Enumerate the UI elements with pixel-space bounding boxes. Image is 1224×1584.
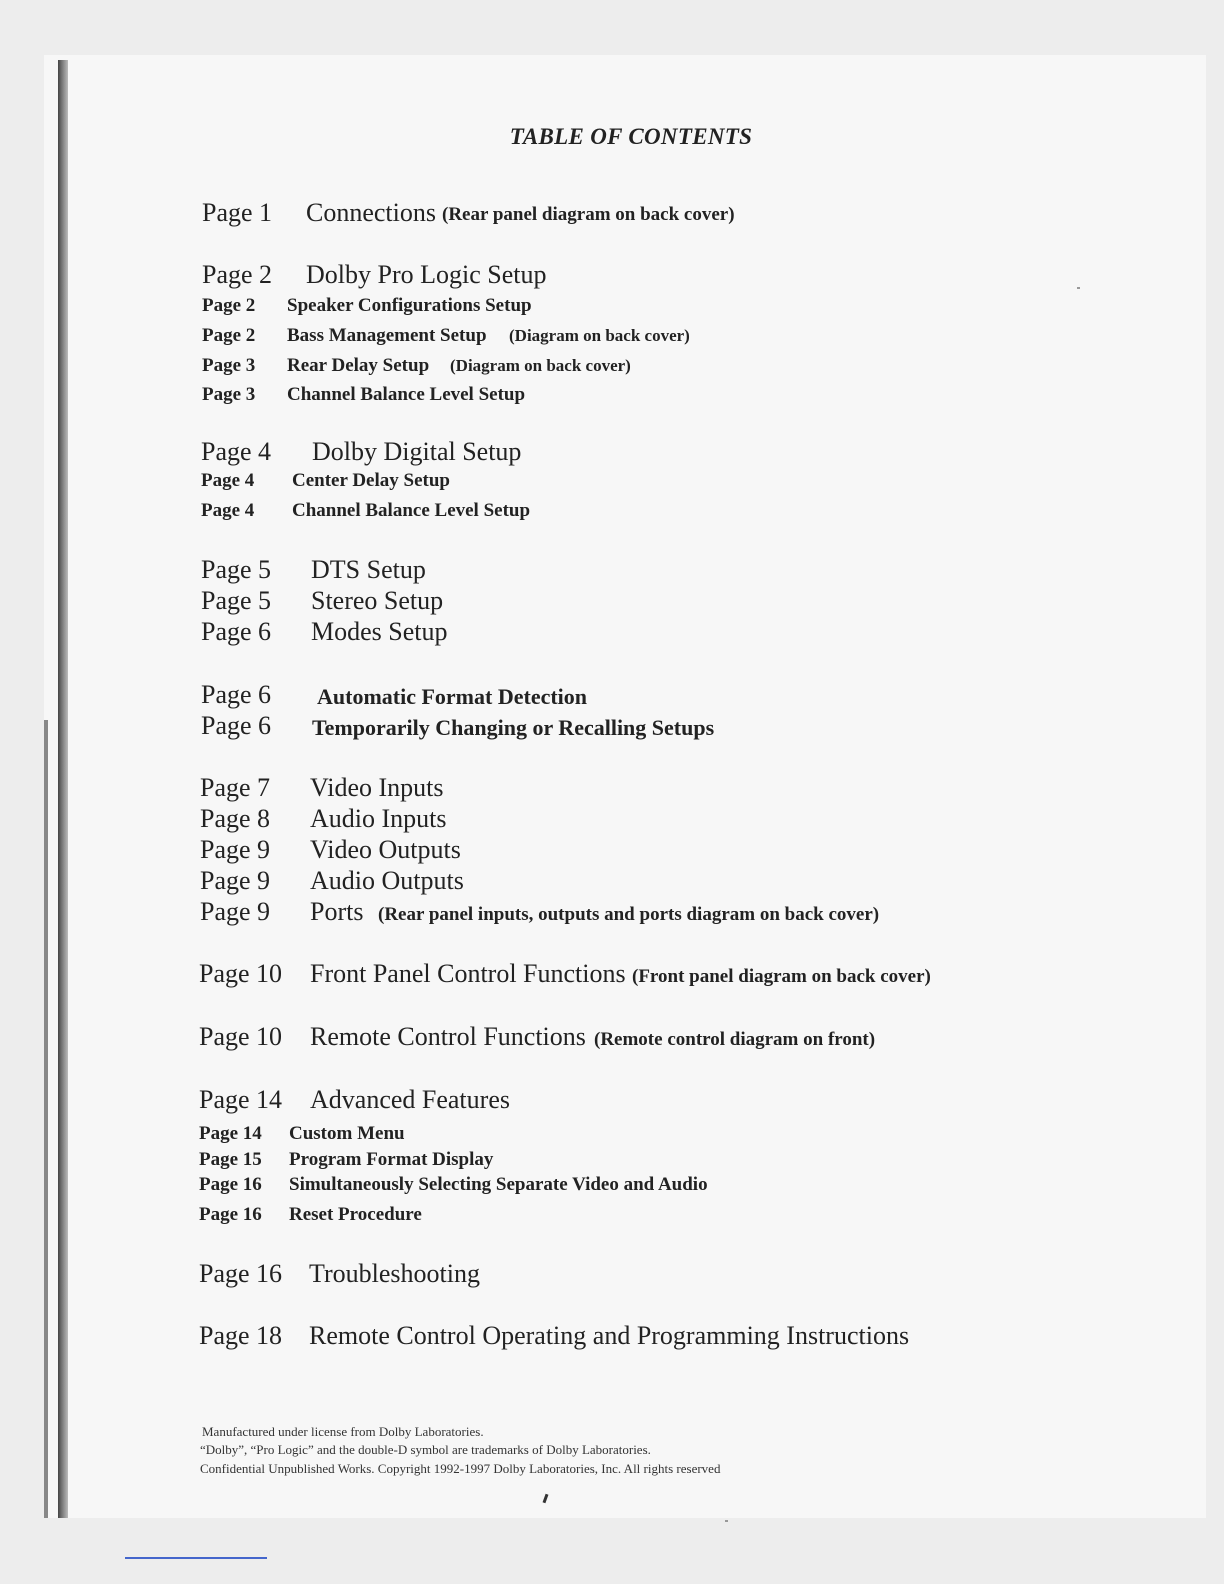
toc-title: Audio Outputs <box>310 866 464 895</box>
toc-title: Remote Control Functions <box>310 1022 586 1051</box>
toc-title: Rear Delay Setup <box>287 355 430 376</box>
toc-note: (Diagram on back cover) <box>509 326 690 345</box>
toc-title: Troubleshooting <box>309 1259 480 1288</box>
toc-page: Page 2 <box>202 295 256 316</box>
toc-page: Page 18 <box>199 1321 283 1350</box>
toc-title: Remote Control Operating and Programming Instructions <box>309 1321 910 1350</box>
toc-title: Reset Procedure <box>289 1204 422 1225</box>
toc-page: Page 7 <box>200 773 271 802</box>
toc-title: Audio Inputs <box>310 804 447 833</box>
footer-license: Manufactured under license from Dolby Laboratories. <box>202 1424 484 1439</box>
toc-page: Page 2 <box>202 325 256 346</box>
toc-title: Stereo Setup <box>311 586 444 615</box>
toc-page: Page 4 <box>201 437 272 466</box>
toc-title: Speaker Configurations Setup <box>287 295 532 316</box>
toc-page: Page 15 <box>199 1149 262 1170</box>
toc-title: Temporarily Changing or Recalling Setups <box>312 715 715 740</box>
scan-speck <box>1077 287 1080 289</box>
footer-trademarks: “Dolby”, “Pro Logic” and the double-D symbol are trademarks of Dolby Laboratories. <box>200 1442 651 1457</box>
toc-page: Page 9 <box>200 866 271 895</box>
toc-page: Page 4 <box>201 470 255 491</box>
toc-page: Page 16 <box>199 1204 262 1225</box>
toc-page: Page 9 <box>200 835 271 864</box>
binding-edge-shadow <box>44 720 48 1518</box>
toc-note: (Rear panel diagram on back cover) <box>442 204 735 225</box>
toc-title: Front Panel Control Functions <box>310 959 626 988</box>
footer-copyright: Confidential Unpublished Works. Copyright 1992-1997 Dolby Laboratories, Inc. All rights reserved <box>200 1461 721 1476</box>
toc-page: Page 4 <box>201 500 255 521</box>
toc-page: Page 14 <box>199 1123 262 1144</box>
toc-title: Automatic Format Detection <box>317 684 588 709</box>
toc-title: Dolby Pro Logic Setup <box>306 260 547 289</box>
toc-note: (Front panel diagram on back cover) <box>632 966 931 987</box>
toc-page: Page 1 <box>202 198 273 227</box>
toc-page: Page 16 <box>199 1174 262 1195</box>
toc-title: Dolby Digital Setup <box>312 437 522 466</box>
toc-page: Page 3 <box>202 384 256 405</box>
toc-title: Simultaneously Selecting Separate Video and Audio <box>289 1174 708 1195</box>
page-title: TABLE OF CONTENTS <box>509 124 753 149</box>
toc-title: Channel Balance Level Setup <box>292 500 531 521</box>
toc-page: Page 8 <box>200 804 271 833</box>
toc-title: Program Format Display <box>289 1149 494 1170</box>
toc-page: Page 5 <box>201 586 272 615</box>
toc-page: Page 9 <box>200 897 271 926</box>
toc-page: Page 2 <box>202 260 273 289</box>
toc-page: Page 6 <box>201 617 272 646</box>
toc-title: Bass Management Setup <box>287 325 487 346</box>
toc-title: Advanced Features <box>310 1085 510 1114</box>
toc-title: Modes Setup <box>311 617 448 646</box>
binding-edge <box>58 60 68 1518</box>
toc-title: DTS Setup <box>311 555 426 584</box>
toc-title: Video Outputs <box>310 835 461 864</box>
toc-title: Connections <box>306 198 436 227</box>
toc-page: Page 10 <box>199 959 283 988</box>
toc-page: Page 3 <box>202 355 256 376</box>
toc-note: (Rear panel inputs, outputs and ports diagram on back cover) <box>378 904 880 925</box>
toc-page: Page 6 <box>201 711 272 740</box>
scan-speck <box>725 1520 728 1522</box>
toc-page: Page 6 <box>201 680 272 709</box>
toc-title: Video Inputs <box>310 773 444 802</box>
toc-title: Custom Menu <box>289 1123 405 1144</box>
toc-page: Page 10 <box>199 1022 283 1051</box>
toc-title: Center Delay Setup <box>292 470 450 491</box>
scan-underline <box>125 1557 267 1559</box>
toc-note: (Remote control diagram on front) <box>594 1029 876 1050</box>
toc-page: Page 5 <box>201 555 272 584</box>
toc-title: Channel Balance Level Setup <box>287 384 526 405</box>
toc-title: Ports <box>310 897 364 926</box>
toc-note: (Diagram on back cover) <box>450 356 631 375</box>
toc-page: Page 14 <box>199 1085 283 1114</box>
toc-page: Page 16 <box>199 1259 283 1288</box>
